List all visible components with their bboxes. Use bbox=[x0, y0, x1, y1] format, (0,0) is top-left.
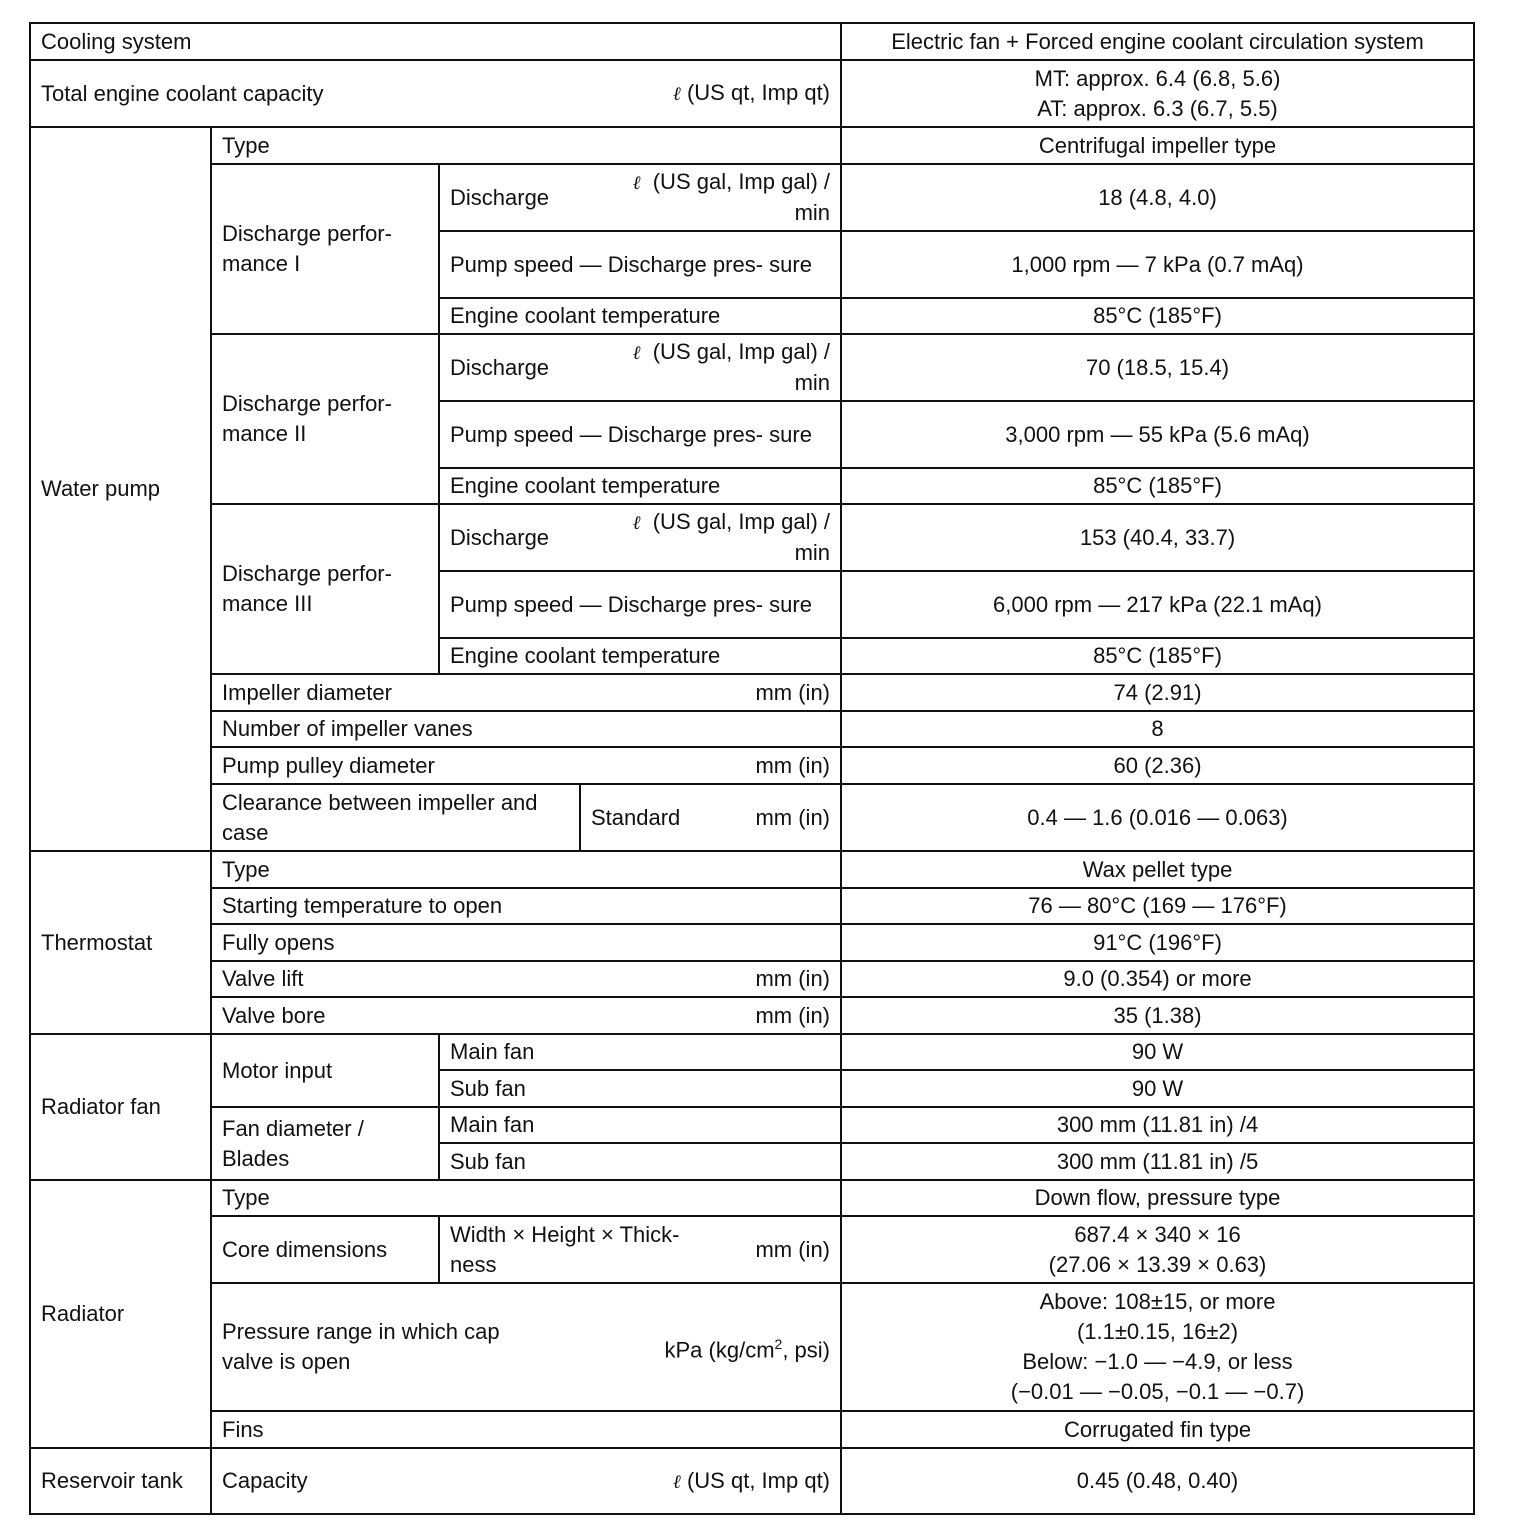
perf1-discharge-cell bbox=[439, 164, 841, 231]
perf2-discharge-label: Discharge bbox=[450, 354, 550, 380]
core-sub: Width × Height × Thick- ness bbox=[450, 1221, 680, 1277]
total-capacity-value-at: AT: approx. 6.3 (6.7, 5.5) bbox=[1037, 95, 1278, 121]
discharge-unit: (US gal, Imp gal) / bbox=[652, 339, 831, 364]
clearance-value: 0.4 — 1.6 (0.016 — 0.063) bbox=[841, 784, 1474, 851]
thermostat-start-label: Starting temperature to open bbox=[211, 888, 841, 924]
radiator-type-value: Down flow, pressure type bbox=[841, 1180, 1474, 1216]
perf3-speed-label: Pump speed — Discharge pres- sure bbox=[439, 571, 841, 638]
liter-symbol: ℓ bbox=[672, 83, 681, 105]
core-dimensions-row bbox=[30, 1216, 1474, 1283]
perf3-speed-value: 6,000 rpm — 217 kPa (22.1 mAq) bbox=[841, 571, 1474, 638]
thermostat-full-value: 91°C (196°F) bbox=[841, 924, 1474, 961]
perf2-discharge-value: 70 (18.5, 15.4) bbox=[841, 334, 1474, 401]
thermostat-lift-cell bbox=[211, 961, 841, 997]
core-value-1: 687.4 × 340 × 16 bbox=[1074, 1221, 1241, 1247]
thermostat-bore-cell bbox=[211, 997, 841, 1034]
reservoir-capacity-unit: (US qt, Imp qt) bbox=[686, 1467, 831, 1493]
perf1-temp-value: 85°C (185°F) bbox=[841, 298, 1474, 334]
thermostat-bore-value: 35 (1.38) bbox=[841, 997, 1474, 1034]
reservoir-capacity-label: Capacity bbox=[222, 1468, 308, 1493]
fan-diameter-main-row bbox=[30, 1107, 1474, 1143]
perf2-label: Discharge perfor- mance II bbox=[211, 334, 439, 504]
clearance-sub-cell bbox=[580, 784, 841, 851]
liter-symbol: ℓ bbox=[632, 172, 641, 194]
perf1-speed-label: Pump speed — Discharge pres- sure bbox=[439, 231, 841, 298]
perf2-speed-value: 3,000 rpm — 55 kPa (5.6 mAq) bbox=[841, 401, 1474, 468]
discharge-unit: (US gal, Imp gal) / bbox=[652, 169, 831, 194]
header-label: Cooling system bbox=[30, 23, 841, 60]
perf3-temp-value: 85°C (185°F) bbox=[841, 638, 1474, 674]
header-value: Electric fan + Forced engine coolant circulation system bbox=[841, 23, 1474, 60]
liter-symbol: ℓ bbox=[672, 1470, 681, 1493]
core-sub-cell bbox=[439, 1216, 841, 1283]
total-capacity-label: Total engine coolant capacity bbox=[41, 80, 324, 106]
fan-diameter-sub-value: 300 mm (11.81 in) /5 bbox=[841, 1143, 1474, 1180]
fan-diameter-main-label: Main fan bbox=[439, 1107, 841, 1143]
thermostat-bore-label: Valve bore bbox=[222, 1002, 326, 1028]
thermostat-full-label: Fully opens bbox=[211, 924, 841, 961]
pressure-value-3: Below: −1.0 — −4.9, or less bbox=[1022, 1349, 1293, 1374]
fan-motor-label: Motor input bbox=[211, 1034, 439, 1107]
thermostat-lift-label: Valve lift bbox=[222, 966, 304, 991]
total-capacity-value-mt: MT: approx. 6.4 (6.8, 5.6) bbox=[1034, 65, 1281, 91]
core-label: Core dimensions bbox=[211, 1216, 439, 1283]
clearance-unit: mm (in) bbox=[755, 804, 831, 830]
pulley-cell bbox=[211, 747, 841, 784]
reservoir-row bbox=[30, 1448, 1474, 1514]
impeller-diameter-cell bbox=[211, 674, 841, 711]
pulley-row bbox=[30, 747, 1474, 784]
total-capacity-cell bbox=[30, 60, 841, 127]
impeller-diameter-value: 74 (2.91) bbox=[841, 674, 1474, 711]
thermostat-bore-unit: mm (in) bbox=[755, 1002, 831, 1028]
fan-motor-main-value: 90 W bbox=[841, 1034, 1474, 1070]
total-capacity-unit: (US qt, Imp qt) bbox=[686, 80, 831, 105]
core-value bbox=[841, 1216, 1474, 1283]
perf2-temp-label: Engine coolant temperature bbox=[439, 468, 841, 504]
vanes-label: Number of impeller vanes bbox=[211, 711, 841, 747]
fins-value: Corrugated fin type bbox=[841, 1411, 1474, 1448]
radiator-type-row bbox=[30, 1180, 1474, 1216]
thermostat-bore-row bbox=[30, 997, 1474, 1034]
radiator-group: Radiator bbox=[30, 1180, 211, 1448]
perf1-temp-label: Engine coolant temperature bbox=[439, 298, 841, 334]
water-pump-type-value: Centrifugal impeller type bbox=[841, 127, 1474, 164]
thermostat-full-row bbox=[30, 924, 1474, 961]
thermostat-type-row bbox=[30, 851, 1474, 888]
discharge-unit: (US gal, Imp gal) / bbox=[652, 509, 831, 534]
fan-motor-main-row bbox=[30, 1034, 1474, 1070]
thermostat-start-row bbox=[30, 888, 1474, 924]
perf3-discharge-row bbox=[30, 504, 1474, 571]
pulley-label: Pump pulley diameter bbox=[222, 752, 435, 778]
clearance-row bbox=[30, 784, 1474, 851]
total-capacity-row bbox=[30, 60, 1474, 127]
water-pump-type-label: Type bbox=[211, 127, 841, 164]
liter-symbol: ℓ bbox=[632, 512, 641, 534]
perf3-label: Discharge perfor- mance III bbox=[211, 504, 439, 674]
pressure-cell bbox=[211, 1283, 841, 1411]
clearance-sub: Standard bbox=[591, 804, 681, 830]
pressure-value-1: Above: 108±15, or more bbox=[1039, 1289, 1276, 1314]
fins-row bbox=[30, 1411, 1474, 1448]
thermostat-type-value: Wax pellet type bbox=[841, 851, 1474, 888]
fan-diameter-main-value: 300 mm (11.81 in) /4 bbox=[841, 1107, 1474, 1143]
pressure-value-2: (1.1±0.15, 16±2) bbox=[1076, 1319, 1239, 1344]
perf2-discharge-cell bbox=[439, 334, 841, 401]
cooling-spec-table bbox=[29, 22, 1475, 1515]
core-unit: mm (in) bbox=[755, 1236, 831, 1262]
pulley-unit: mm (in) bbox=[755, 752, 831, 778]
thermostat-type-label: Type bbox=[211, 851, 841, 888]
perf3-discharge-label: Discharge bbox=[450, 524, 550, 550]
pressure-value bbox=[841, 1283, 1474, 1411]
thermostat-lift-value: 9.0 (0.354) or more bbox=[841, 961, 1474, 997]
thermostat-lift-row bbox=[30, 961, 1474, 997]
pressure-value-4: (−0.01 — −0.05, −0.1 — −0.7) bbox=[1010, 1379, 1305, 1404]
perf1-label: Discharge perfor- mance I bbox=[211, 164, 439, 334]
perf1-discharge-value: 18 (4.8, 4.0) bbox=[841, 164, 1474, 231]
reservoir-capacity-cell bbox=[211, 1448, 841, 1514]
total-capacity-value bbox=[841, 60, 1474, 127]
fan-motor-sub-value: 90 W bbox=[841, 1070, 1474, 1107]
radiator-type-label: Type bbox=[211, 1180, 841, 1216]
perf3-discharge-value: 153 (40.4, 33.7) bbox=[841, 504, 1474, 571]
impeller-diameter-label: Impeller diameter bbox=[222, 679, 392, 705]
vanes-value: 8 bbox=[841, 711, 1474, 747]
perf1-discharge-row bbox=[30, 164, 1474, 231]
perf3-temp-label: Engine coolant temperature bbox=[439, 638, 841, 674]
impeller-diameter-row bbox=[30, 674, 1474, 711]
core-value-2: (27.06 × 13.39 × 0.63) bbox=[1048, 1251, 1267, 1277]
thermostat-lift-unit: mm (in) bbox=[755, 966, 831, 991]
perf2-speed-label: Pump speed — Discharge pres- sure bbox=[439, 401, 841, 468]
thermostat-start-value: 76 — 80°C (169 — 176°F) bbox=[841, 888, 1474, 924]
perf2-temp-value: 85°C (185°F) bbox=[841, 468, 1474, 504]
reservoir-capacity-value: 0.45 (0.48, 0.40) bbox=[841, 1448, 1474, 1514]
fins-label: Fins bbox=[211, 1411, 841, 1448]
discharge-unit-min: min bbox=[794, 370, 831, 395]
water-pump-group: Water pump bbox=[30, 127, 211, 851]
perf3-discharge-cell bbox=[439, 504, 841, 571]
perf1-discharge-label: Discharge bbox=[450, 184, 550, 210]
water-pump-type-row bbox=[30, 127, 1474, 164]
radiator-fan-group: Radiator fan bbox=[30, 1034, 211, 1180]
thermostat-group: Thermostat bbox=[30, 851, 211, 1034]
fan-motor-main-label: Main fan bbox=[439, 1034, 841, 1070]
fan-motor-sub-label: Sub fan bbox=[439, 1070, 841, 1107]
pressure-unit: kPa ($kg/cm^2$, psi) bbox=[664, 1335, 831, 1363]
vanes-row bbox=[30, 711, 1474, 747]
perf1-speed-value: 1,000 rpm — 7 kPa (0.7 mAq) bbox=[841, 231, 1474, 298]
pulley-value: 60 (2.36) bbox=[841, 747, 1474, 784]
impeller-diameter-unit: mm (in) bbox=[755, 679, 831, 705]
reservoir-group: Reservoir tank bbox=[30, 1448, 211, 1514]
discharge-unit-min: min bbox=[794, 540, 831, 565]
header-row bbox=[30, 23, 1474, 60]
pressure-row bbox=[30, 1283, 1474, 1411]
clearance-label: Clearance between impeller and case bbox=[211, 784, 580, 851]
fan-diameter-label: Fan diameter / Blades bbox=[211, 1107, 439, 1180]
pressure-label: Pressure range in which cap valve is open bbox=[222, 1319, 500, 1374]
liter-symbol: ℓ bbox=[632, 342, 641, 364]
perf2-discharge-row bbox=[30, 334, 1474, 401]
discharge-unit-min: min bbox=[794, 200, 831, 225]
fan-diameter-sub-label: Sub fan bbox=[439, 1143, 841, 1180]
